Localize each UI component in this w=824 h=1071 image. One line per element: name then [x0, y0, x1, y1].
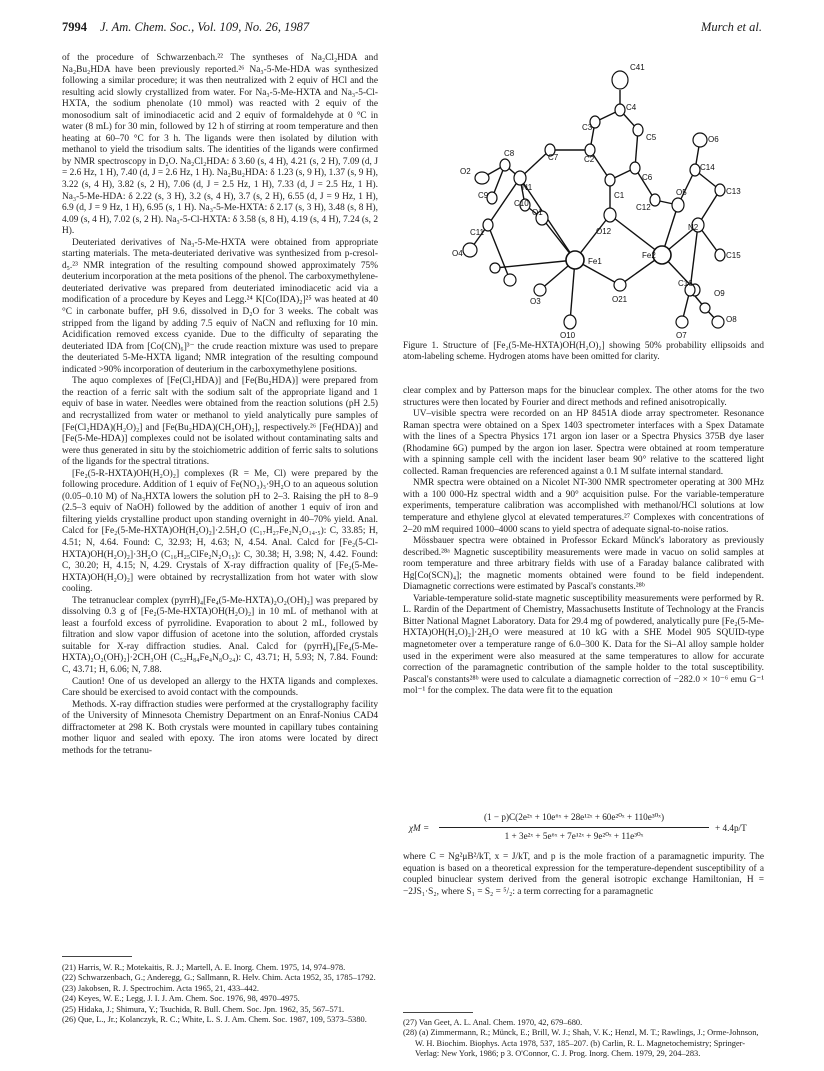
atom-label: N1 — [522, 183, 533, 192]
atom-label: C11 — [470, 228, 485, 237]
atom-label: C2 — [584, 155, 595, 164]
atom-label: C10 — [514, 199, 529, 208]
footnote-rule — [403, 1012, 473, 1013]
page-header — [62, 20, 762, 36]
paragraph: clear complex and by Patterson maps for the binuclear complex. The other atoms for the two structures were then located by Fourier and direct methods and refined anisotropically. — [403, 386, 764, 408]
atom-label: C41 — [630, 63, 645, 72]
atom-label: C13 — [726, 187, 741, 196]
right-column — [403, 386, 764, 698]
atom-label: C7 — [548, 153, 559, 162]
footnote: (24) Keyes, W. E.; Legg, J. I. J. Am. Chem. Soc. 1976, 98, 4970–4975. — [62, 994, 300, 1004]
running-authors: Murch et al. — [701, 20, 762, 34]
footnote: (25) Hidaka, J.; Shimura, Y.; Tsuchida, R. Bull. Chem. Soc. Jpn. 1962, 35, 567–571. — [62, 1004, 345, 1014]
footnote: (26) Que, L., Jr.; Kolanczyk, R. C.; White, L. S. J. Am. Chem. Soc. 1987, 109, 5373–5380. — [62, 1015, 367, 1025]
susceptibility-equation — [403, 812, 764, 846]
footnotes-left — [62, 963, 378, 1025]
atom-label: O3 — [530, 297, 541, 306]
equation-denominator: 1 + 3e²ˣ + 5e⁶ˣ + 7e¹²ˣ + 9e²⁰ˣ + 11e³⁰ˣ — [504, 831, 644, 841]
atom-label: O7 — [676, 331, 687, 340]
paragraph: The aquo complexes of [Fe(Cl₂HDA)] and [Fe(Bu₂HDA)] were prepared from the reaction of a ferric salt with the sodium salt of the appropriate ligand and 1 equiv of base in water. Needles were obtained from the reaction solutions (pH 2.5) and recrystallized from water or methanol to yield analytically pure samples of [Fe(Cl₂HDA)(H₂O)₂] and [Fe(Bu₂HDA)(CH₃OH)₂], respectively.²⁶ [Fe(HDA)] and [Fe(5-Me-HDA)] complexes could not be isolated without contaminating salts and were thus generated in situ by the stoichiometric addition of ferric salts to solutions of the ligands for the spectral titrations. — [62, 376, 378, 468]
caution-paragraph: Caution! One of us developed an allergy to the HXTA ligands and complexes. Care should be exercised to avoid contact with the compounds. — [62, 676, 378, 699]
paragraph: The tetranuclear complex (pyrrH)₄[Fe₄(5-Me-HXTA)₂O₂(OH)₂] was prepared by dissolving 0.3 g of [Fe₂(5-Me-HXTA)OH(H₂O)₂] in 10 mL of methanol with at least a fourfold excess of pyrrolidine. Evaporation to about 2 mL, followed by filtration and slow vapor diffusion of acetone into the solution, afforded crystals suitable for X-ray diffraction studies. Anal. Calcd for (pyrrH)₄[Fe₄(5-Me-HXTA)₂O₂(OH)₂]·2CH₃OH (C₅₂H₈₄Fe₄N₈O₂₄): C, 43.71; H, 5.93; N, 7.84. Found: C, 43.71; H, 6.06; N, 7.88. — [62, 595, 378, 675]
footnotes-right — [403, 1018, 764, 1060]
atom-label: C9 — [478, 191, 489, 200]
atom-label: C3 — [582, 123, 593, 132]
atom-label: C15 — [726, 251, 741, 260]
journal-reference: J. Am. Chem. Soc., Vol. 109, No. 26, 1987 — [100, 20, 310, 34]
atom-label: Fe1 — [588, 257, 602, 266]
atom-label: O10 — [560, 331, 576, 340]
paragraph: of the procedure of Schwarzenbach.²² The syntheses of Na₂Cl₂HDA and Na₂Bu₂HDA have been previously reported.²⁶ Na₃-5-Me-HDA was synthesized following a similar procedure; it was then neutralized with 2 equiv of HCl and the resulting acid slowly crystallized from water. For Na₃-5-Me-HXTA and Na₃-5-Cl-HXTA, the sodium phenolate (10 mmol) was reacted with 2 equiv of the monosodium salt of iminodiacetic acid and 2 equiv of formaldehyde at 0 °C in water (8 mL) for 30 min, followed by 12 h of stirring at room temperature and then heating at 60–70 °C for 3 h. The ligands were then isolated by dilution with methanol to yield the trisodium salts. The identities of the ligands were confirmed by NMR spectroscopy in D₂O. Na₂Cl₂HDA: δ 3.60 (s, 4 H), 4.21 (s, 2 H), 7.09 (d, J = 2.6 Hz, 1 H), 7.40 (d, J = 2.6 Hz, 1 H). Na₂Bu₂HDA: δ 1.23 (s, 9 H), 1.37 (s, 9 H), 3.22 (s, 4 H), 3.82 (s, 2 H), 7.06 (d, J = 2.5 Hz, 1 H), 7.33 (d, J = 2.5 Hz, 1 H). Na₃-5-Me-HDA: δ 2.22 (s, 3 H), 3.2 (s, 4 H), 3.7 (s, 2 H), 6.55 (d, J = 9 Hz, 1 H), 6.9 (d, J = 9 Hz, 1 H), 6.95 (s, 1 H). Na₃-5-Me-HXTA: δ 2.17 (s, 3 H), 3.48 (s, 8 H), 4.09 (s, 4 H), 7.02 (s, 2 H). Na₃-5-Cl-HXTA: δ 3.58 (s, 8 H), 4.19 (s, 4 H), 7.24 (s, 2 H). — [62, 53, 378, 237]
atom-label: O21 — [612, 295, 628, 304]
footnote-rule — [62, 956, 132, 957]
atom-label: N2 — [688, 223, 699, 232]
atom-label: C4 — [626, 103, 637, 112]
methods-paragraph: Methods. X-ray diffraction studies were performed at the crystallography facility of the University of Minnesota Chemistry Department on an Enraf-Nonius CAD4 diffractometer at 298 K. Both crystals were mounted in capillary tubes containing mother liquor and sealed with epoxy. The iron atoms were located by direct methods for the tetranu- — [62, 699, 378, 756]
equation-tail: + 4.4p/T — [715, 823, 747, 833]
paragraph: [Fe₂(5-R-HXTA)OH(H₂O)₂] complexes (R = Me, Cl) were prepared by the following procedure. Addition of 1 equiv of Fe(NO₃)₃·9H₂O to an aqueous solution (0.05–0.10 M) of Na₃HXTA lowers the solution pH to 2–3. Raising the pH to 8–9 (2.5–3 equiv of NaOH) followed by the addition of another 1 equiv of iron and filtering yields crystalline product upon standing overnight in 40–70% yield. Anal. Calcd for [Fe₂(5-Me-HXTA)OH(H₂O)₂]·2.5H₂O (C₁₇H₂₇Fe₂N₂O₁₄.₅): C, 33.85; H, 4.51; N, 4.64. Found: C, 32.93; H, 4.63; N, 4.54. Anal. Calcd for [Fe₂(5-Cl-HXTA)OH(H₂O)₂]·3H₂O (C₁₆H₂₅ClFe₂N₂O₁₅): C, 30.38; H, 3.98; N, 4.42. Found: C, 30.20; H, 4.15; N, 4.29. Crystals of X-ray diffraction quality of [Fe₂(5-Me-HXTA)OH(H₂O)₂] were obtained by recrystallization from hot water with slow cooling. — [62, 468, 378, 595]
paragraph: Variable-temperature solid-state magnetic susceptibility measurements were performed by R. L. Rardin of the Department of Chemistry, Massachusetts Institute of Technology at the Francis Bitter National Magnet Laboratory. Data for 29.4 mg of powdered, analytically pure [Fe₂(5-Me-HXTA)OH(H₂O)₂]·2H₂O were measured at 10 kG with a SHE Model 905 SQUID-type magnetometer over a temperature range of 6.0–300 K. Data for the Si–Al alloy sample holder used in the experiment were also measured at the same temperatures to allow for accurate correction of the paramagnetic contribution of the sample holder to the total susceptibility. Pascal's constants²⁸ᵇ were used to calculate a diamagnetic correction of −282.0 × 10⁻⁶ emu G⁻¹ mol⁻¹ for the complex. The data were fit to the equation — [403, 593, 764, 697]
footnote: (23) Jakobsen, R. J. Spectrochim. Acta 1965, 21, 433–442. — [62, 983, 260, 993]
atom-label: C6 — [642, 173, 653, 182]
equation-numerator: (1 − p)C(2e²ˣ + 10e⁶ˣ + 28e¹²ˣ + 60e²⁰ˣ + 110e³⁰ˣ) — [483, 812, 665, 822]
footnote: (27) Van Geet, A. L. Anal. Chem. 1970, 42, 679–680. — [403, 1018, 583, 1027]
atom-label: C8 — [504, 149, 515, 158]
atom-label: C12 — [636, 203, 651, 212]
atom-label: O4 — [452, 249, 463, 258]
atom-label: O6 — [708, 135, 719, 144]
figure-1-crystal-structure — [430, 50, 750, 340]
figure-caption: Figure 1. Structure of [Fe₂(5-Me-HXTA)OH(H₂O)₂] showing 50% probability ellipsoids and atom-labeling scheme. Hydrogen atoms have been omitted for clarity. — [403, 340, 764, 362]
atom-label: O5 — [676, 188, 687, 197]
equation-lhs: χM = — [409, 823, 430, 833]
atom-label: O12 — [596, 227, 612, 236]
fraction-bar — [439, 827, 709, 828]
footnote: (28) (a) Zimmermann, R.; Münck, E.; Brill, W. J.; Shah, V. K.; Henzl, M. T.; Rawlings, J.; Orme-Johnson, W. H. Biochim. Biophys. Acta 1978, 537, 185–207. (b) Carlin, R. L. Magnetochemistry; Springer-Verlag: New York, 1986; p 3. O'Connor, C. J. Prog. Inorg. Chem. 1979, 29, 204–283. — [403, 1028, 759, 1059]
left-column — [62, 53, 378, 757]
atom-label: O2 — [460, 167, 471, 176]
paragraph: NMR spectra were obtained on a Nicolet NT-300 NMR spectrometer operating at 300 MHz with a 100 000-Hz spectral width and a 90° acquisition pulse. For the variable-temperature experiments, temperature calibration was accomplished with methanol/HCl solutions at low temperature and ethylene glycol at elevated temperatures.²⁷ Complexes with concentrations of 2–20 mM required 1000–4000 scans to yield spectra of adequate signal-to-noise ratios. — [403, 478, 764, 535]
paragraph: where C = Ng²μB²/kT, x = J/kT, and p is the mole fraction of a paramagnetic impurity. The equation is based on a theoretical expression for the temperature-dependent susceptibility of a coupled binuclear system derived from the general isotropic exchange Hamiltonian, H = −2JS₁·S₂, where S₁ = S₂ = ⁵/₂: a term correcting for a paramagnetic — [403, 852, 764, 897]
footnote: (21) Harris, W. R.; Motekaitis, R. J.; Martell, A. E. Inorg. Chem. 1975, 14, 974–978. — [62, 963, 346, 972]
paragraph: Deuteriated derivatives of Na₃-5-Me-HXTA were obtained from appropriate starting materials. The meta-deuteriated derivative was synthesized from p-cresol-d₅.²³ NMR integration of the resulting compound showed approximately 75% deuterium incorporation at the meta positions of the phenol. The carboxymethylene-deuteriated derivative was prepared from deuteriated iminodiacetic acid via a modification of a procedure by Keyes and Legg.²⁴ K[Co(IDA)₂]²⁵ was heated at 40 °C in carbonate buffer, pH 9.6, dissolved in D₂O for 3 weeks. The cobalt was stripped from the ligand by adding 7.5 equiv of NaCN and refluxing for 10 min. Acidification removed excess cyanide. Due to the difficulty of separating the deuteriated IDA from [Co(CN)₆]³⁻ the crude reaction mixture was used to prepare the deuteriated 5-Me-HXTA ligand; NMR integration of the resulting compound indicated >90% incorporation of deuterium in the carboxymethylene positions. — [62, 237, 378, 375]
atom-label: Fe2 — [642, 251, 656, 260]
atom-label: C16 — [678, 279, 693, 288]
paragraph: Mössbauer spectra were obtained in Professor Eckard Münck's laboratory as previously described.²⁸ᵃ Magnetic susceptibility measurements were made in vacuo on solid samples at room temperature and three arbitrary fields with use of a Faraday balance calibrated with Hg[Co(SCN)₄]; the magnetic moments obtained were found to be field independent. Diamagnetic corrections were estimated by Pascal's constants.²⁸ᵇ — [403, 536, 764, 593]
atom-label: O1 — [532, 208, 543, 217]
atom-label: O8 — [726, 315, 737, 324]
atom-label: O9 — [714, 289, 725, 298]
paragraph: UV–visible spectra were recorded on an HP 8451A diode array spectrometer. Resonance Raman spectra were obtained on a Spex 1403 spectrometer interfaces with a Spex Datamate with the lines of a Spectra Physics 171 argon ion laser or a Spectra Physics 375B dye laser (Rhodamine 6G) pumped by the argon ion laser. Spectra were obtained at room temperature with a spinning sample cell with the incident laser beam 90° relative to the scattered light collected. Raman frequencies are referenced against a 0.1 M sulfate internal standard. — [403, 409, 764, 477]
footnote: (22) Schwarzenbach, G.; Anderegg, G.; Sallmann, R. Helv. Chim. Acta 1952, 35, 1785–1792. — [62, 973, 376, 983]
page-number: 7994 — [62, 20, 87, 34]
atom-label: C5 — [646, 133, 657, 142]
atom-label: C1 — [614, 191, 625, 200]
atom-label: C14 — [700, 163, 715, 172]
ortep-structure-diagram — [430, 50, 750, 340]
